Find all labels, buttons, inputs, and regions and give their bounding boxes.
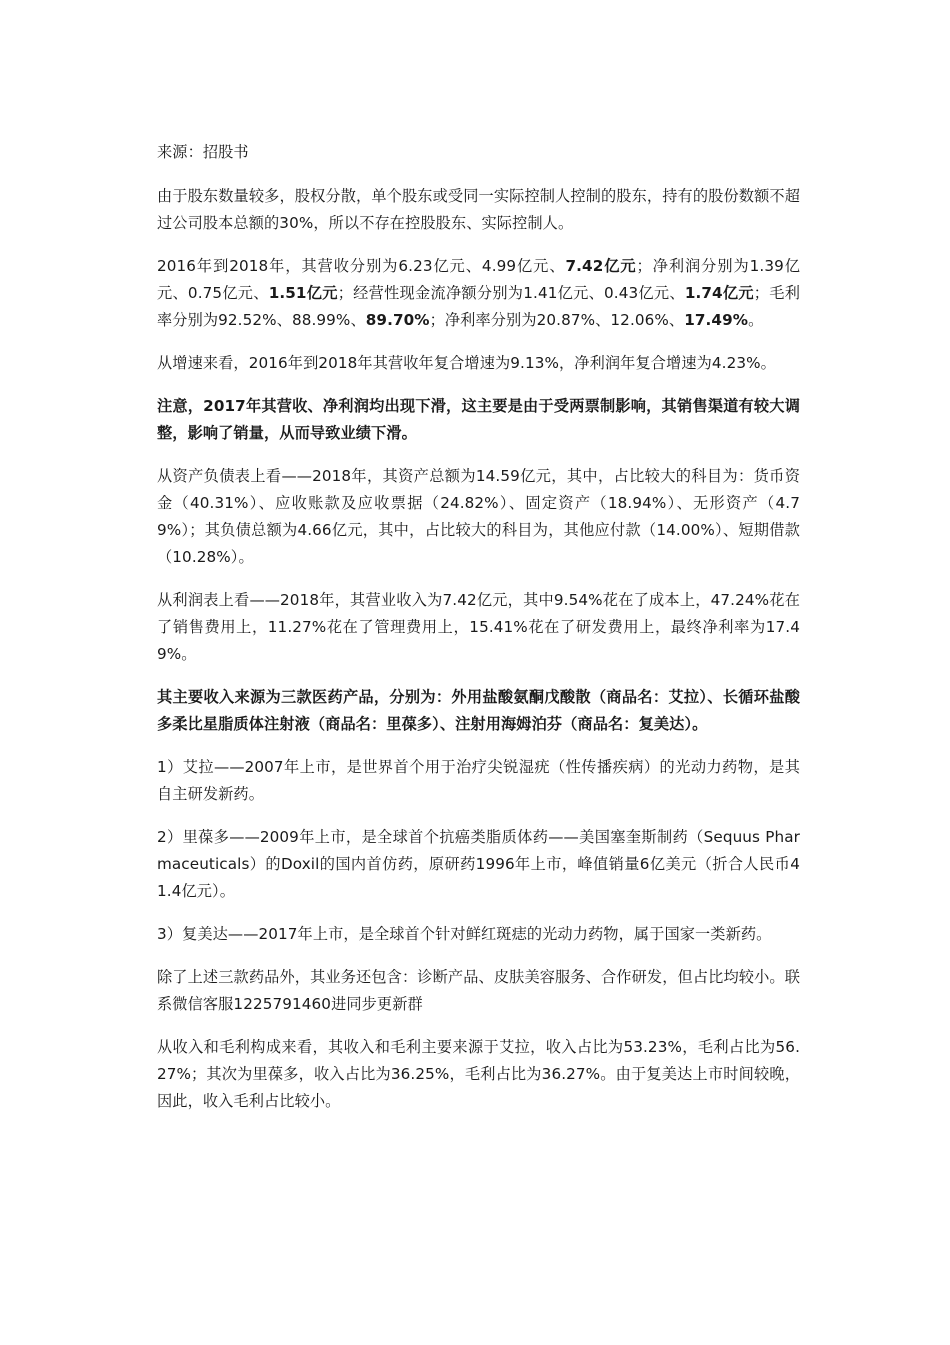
financials-text-4: ；毛利率分别为92.52%、88.99%、 [157, 284, 801, 329]
financials-net-margin-2018: 17.49% [684, 311, 749, 329]
source-line: 来源：招股书 [157, 143, 249, 161]
financials-cashflow-2018: 1.74亿元 [684, 284, 754, 302]
financials-text-3: ；经营性现金流净额分别为1.41亿元、0.43亿元、 [337, 284, 685, 302]
financials-text-6: 。 [748, 311, 764, 329]
paragraph-composition: 从收入和毛利构成来看，其收入和毛利主要来源于艾拉，收入占比为53.23%，毛利占比为56.27%；其次为里葆多，收入占比为36.25%，毛利占比为36.27%。由于复美达上市时间较晚，因此，收入毛利占比较小。 [157, 1038, 800, 1110]
financials-revenue-2018: 7.42亿元 [565, 257, 637, 275]
paragraph-income-statement: 从利润表上看——2018年，其营业收入为7.42亿元，其中9.54%花在了成本上，47.24%花在了销售费用上，11.27%花在了管理费用上，15.41%花在了研发费用上，最终净利率为17.49%。 [157, 591, 800, 663]
paragraph-growth: 从增速来看，2016年到2018年其营收年复合增速为9.13%，净利润年复合增速为4.23%。 [157, 354, 776, 372]
paragraph-shareholders: 由于股东数量较多，股权分散，单个股东或受同一实际控制人控制的股东，持有的股份数额不超过公司股本总额的30%，所以不存在控股股东、实际控制人。 [157, 187, 800, 232]
list-item-product-2: 2）里葆多——2009年上市，是全球首个抗癌类脂质体药——美国塞奎斯制药（Sequus Pharmaceuticals）的Doxil的国内首仿药，原研药1996年上市，峰值销量6亿美元（折合人民币41.4亿元）。 [157, 828, 800, 900]
paragraph-other-business: 除了上述三款药品外，其业务还包含：诊断产品、皮肤美容服务、合作研发，但占比均较小。联系微信客服1225791460进同步更新群 [157, 968, 800, 1013]
paragraph-products: 其主要收入来源为三款医药产品，分别为：外用盐酸氨酮戊酸散（商品名：艾拉）、长循环盐酸多柔比星脂质体注射液（商品名：里葆多）、注射用海姆泊芬（商品名：复美达）。 [157, 688, 800, 733]
financials-text-5: ；净利率分别为20.87%、12.06%、 [429, 311, 685, 329]
paragraph-note: 注意，2017年其营收、净利润均出现下滑，这主要是由于受两票制影响，其销售渠道有较大调整，影响了销量，从而导致业绩下滑。 [157, 397, 800, 442]
financials-gross-margin-2018: 89.70% [365, 311, 430, 329]
financials-text-2: ；净利润分别为1.39亿元、0.75亿元、 [157, 257, 800, 302]
list-item-product-3: 3）复美达——2017年上市，是全球首个针对鲜红斑痣的光动力药物，属于国家一类新药。 [157, 925, 772, 943]
list-item-product-1: 1）艾拉——2007年上市，是世界首个用于治疗尖锐湿疣（性传播疾病）的光动力药物，是其自主研发新药。 [157, 758, 800, 803]
financials-net-profit-2018: 1.51亿元 [268, 284, 338, 302]
paragraph-financials [157, 253, 800, 334]
financials-text-1: 2016年到2018年，其营收分别为6.23亿元、4.99亿元、 [157, 257, 566, 275]
paragraph-balance-sheet: 从资产负债表上看——2018年，其资产总额为14.59亿元，其中，占比较大的科目为：货币资金（40.31%）、应收账款及应收票据（24.82%）、固定资产（18.94%）、无形资产（4.79%）；其负债总额为4.66亿元，其中，占比较大的科目为，其他应付款（14.00%）、短期借款（10.28%）。 [157, 467, 800, 566]
